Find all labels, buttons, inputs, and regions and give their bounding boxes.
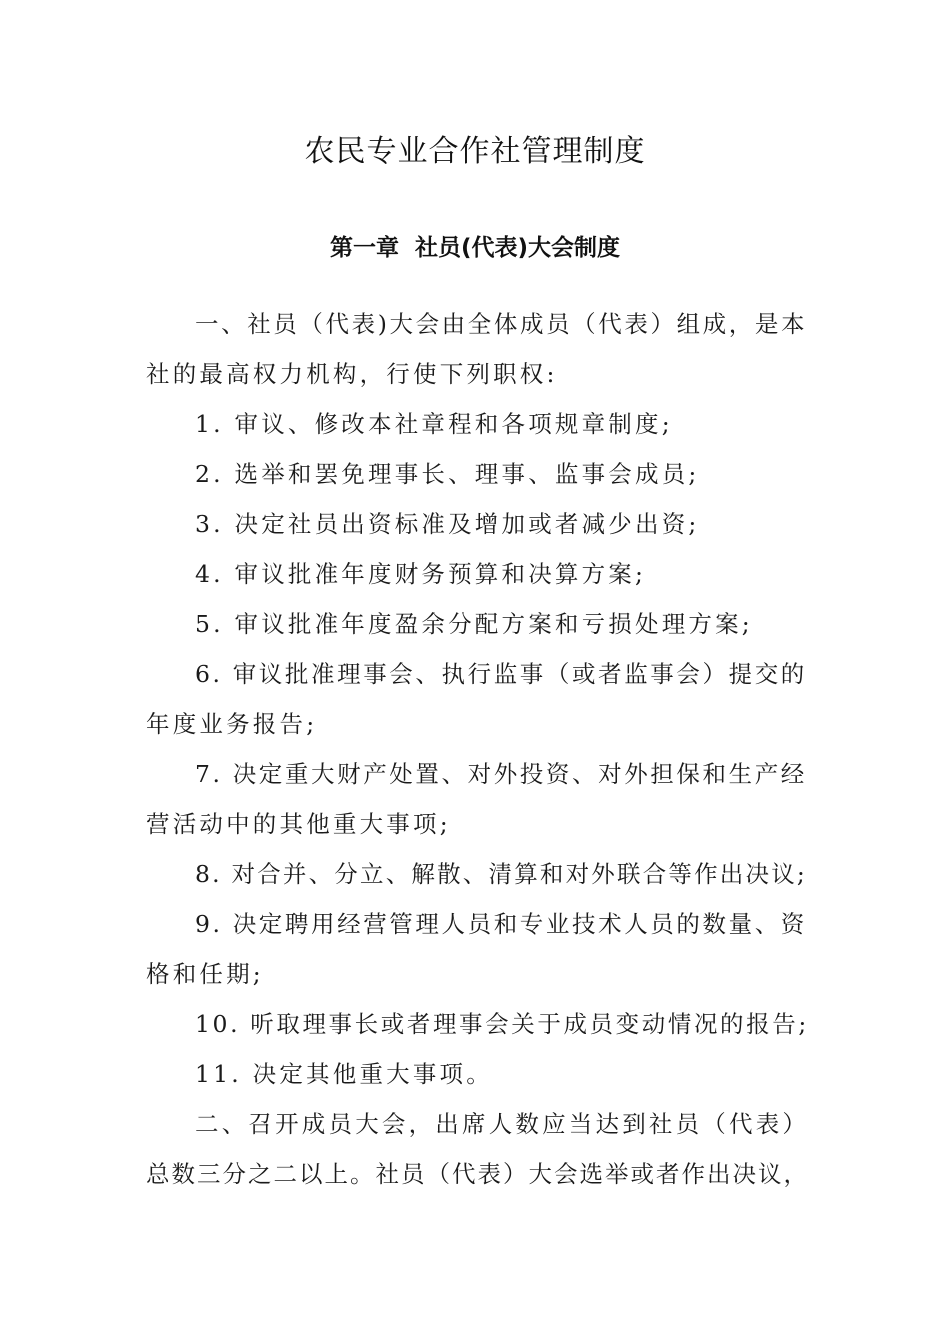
list-item-continuation: 格和任期; <box>146 960 264 988</box>
paragraph-line: 二、召开成员大会，出席人数应当达到社员（代表） <box>195 1110 810 1138</box>
list-item: 7. 决定重大财产处置、对外投资、对外担保和生产经 <box>195 760 807 788</box>
list-item: 1. 审议、修改本社章程和各项规章制度; <box>195 410 673 438</box>
paragraph-line: 一、社员（代表)大会由全体成员（代表）组成，是本 <box>195 310 808 338</box>
document-title: 农民专业合作社管理制度 <box>304 134 646 169</box>
list-item: 5. 审议批准年度盈余分配方案和亏损处理方案; <box>195 610 753 638</box>
chapter-title: 第一章 社员(代表)大会制度 <box>329 235 621 261</box>
paragraph-line: 社的最高权力机构，行使下列职权: <box>146 360 558 388</box>
paragraph-line: 总数三分之二以上。社员（代表）大会选举或者作出决议， <box>146 1160 809 1188</box>
list-item: 2. 选举和罢免理事长、理事、监事会成员; <box>195 460 700 488</box>
list-item: 10. 听取理事长或者理事会关于成员变动情况的报告; <box>195 1010 809 1038</box>
list-item: 8. 对合并、分立、解散、清算和对外联合等作出决议; <box>195 860 808 888</box>
list-item-continuation: 营活动中的其他重大事项; <box>146 810 451 838</box>
list-item: 3. 决定社员出资标准及增加或者减少出资; <box>195 510 700 538</box>
list-item: 4. 审议批准年度财务预算和决算方案; <box>195 560 647 588</box>
list-item-continuation: 年度业务报告; <box>146 710 318 738</box>
list-item: 6. 审议批准理事会、执行监事（或者监事会）提交的 <box>195 660 807 688</box>
list-item: 11. 决定其他重大事项。 <box>195 1060 493 1088</box>
list-item: 9. 决定聘用经营管理人员和专业技术人员的数量、资 <box>195 910 807 938</box>
